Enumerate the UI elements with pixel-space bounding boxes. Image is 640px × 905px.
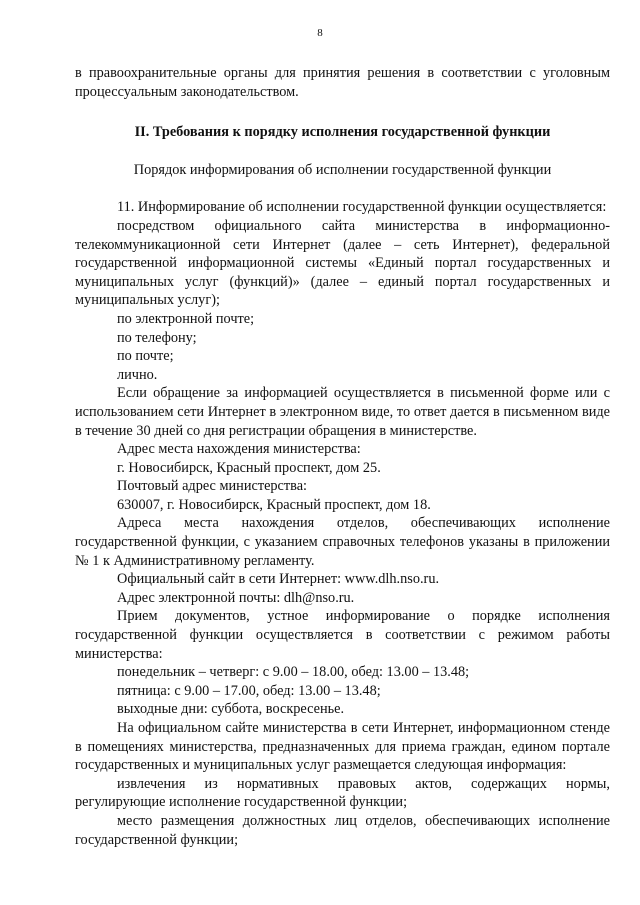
paragraph-days-off: выходные дни: суббота, воскресенье. <box>117 701 345 718</box>
paragraph-address-label: Адрес места нахождения министерства: <box>117 441 361 458</box>
paragraph-schedule-fri: пятница: с 9.00 – 17.00, обед: 13.00 – 13.48; <box>117 682 381 699</box>
paragraph-website: Официальный сайт в сети Интернет: www.dlh.nso.ru. <box>117 571 440 588</box>
paragraph-written-request: Если обращение за информацией осуществляется в письменной форме или с использованием сети Интернет в электронном виде, то ответ дается в письменном виде в течение 30 дней со дня регистрации обращения в министерстве. <box>75 385 610 439</box>
paragraph-schedule-mon-thu: понедельник – четверг: с 9.00 – 18.00, обед: 13.00 – 13.48; <box>117 664 470 681</box>
paragraph-phone: по телефону; <box>117 329 197 346</box>
paragraph-extracts: извлечения из нормативных правовых актов, содержащих нормы, регулирующие исполнение государственной функции; <box>75 775 610 811</box>
paragraph-in-person: лично. <box>117 366 158 383</box>
paragraph-official-site: посредством официального сайта министерства в информационно-телекоммуникационной сети Интернет (далее – сеть Интернет), федеральной государственной информационной системы «Единый портал государственных и муниципальных услуг (функций)» (далее – единый портал государственных и муниципальных услуг); <box>75 217 610 309</box>
paragraph-info-placement: На официальном сайте министерства в сети Интернет, информационном стенде в помещениях министерства, предназначенных для приема граждан, едином портале государственных и муниципальных услуг размещается следующая информация: <box>75 720 610 774</box>
intro-paragraph: в правоохранительные органы для принятия решения в соответствии с уголовным процессуальным законодательством. <box>75 65 610 100</box>
paragraph-item-11: 11. Информирование об исполнении государственной функции осуществляется: <box>117 199 607 216</box>
paragraph-postal-address: 630007, г. Новосибирск, Красный проспект, дом 18. <box>117 496 431 513</box>
section-heading: II. Требования к порядку исполнения государственной функции <box>134 124 551 141</box>
subsection-heading: Порядок информирования об исполнении государственной функции <box>133 161 552 178</box>
paragraph-officials-location: место размещения должностных лиц отделов, обеспечивающих исполнение государственной функции; <box>75 812 610 848</box>
paragraph-email-address: Адрес электронной почты: dlh@nso.ru. <box>117 589 355 606</box>
paragraph-email: по электронной почте; <box>117 310 255 327</box>
paragraph-reception: Прием документов, устное информирование о порядке исполнения государственной функции осуществляется в соответствии с режимом работы министерства: <box>75 608 610 662</box>
page-number: 8 <box>317 27 323 39</box>
paragraph-departments: Адреса места нахождения отделов, обеспечивающих исполнение государственной функции, с указанием справочных телефонов указаны в приложении № 1 к Административному регламенту. <box>75 515 610 569</box>
paragraph-address: г. Новосибирск, Красный проспект, дом 25. <box>117 459 381 476</box>
paragraph-post: по почте; <box>117 348 174 365</box>
paragraph-postal-label: Почтовый адрес министерства: <box>117 478 308 495</box>
